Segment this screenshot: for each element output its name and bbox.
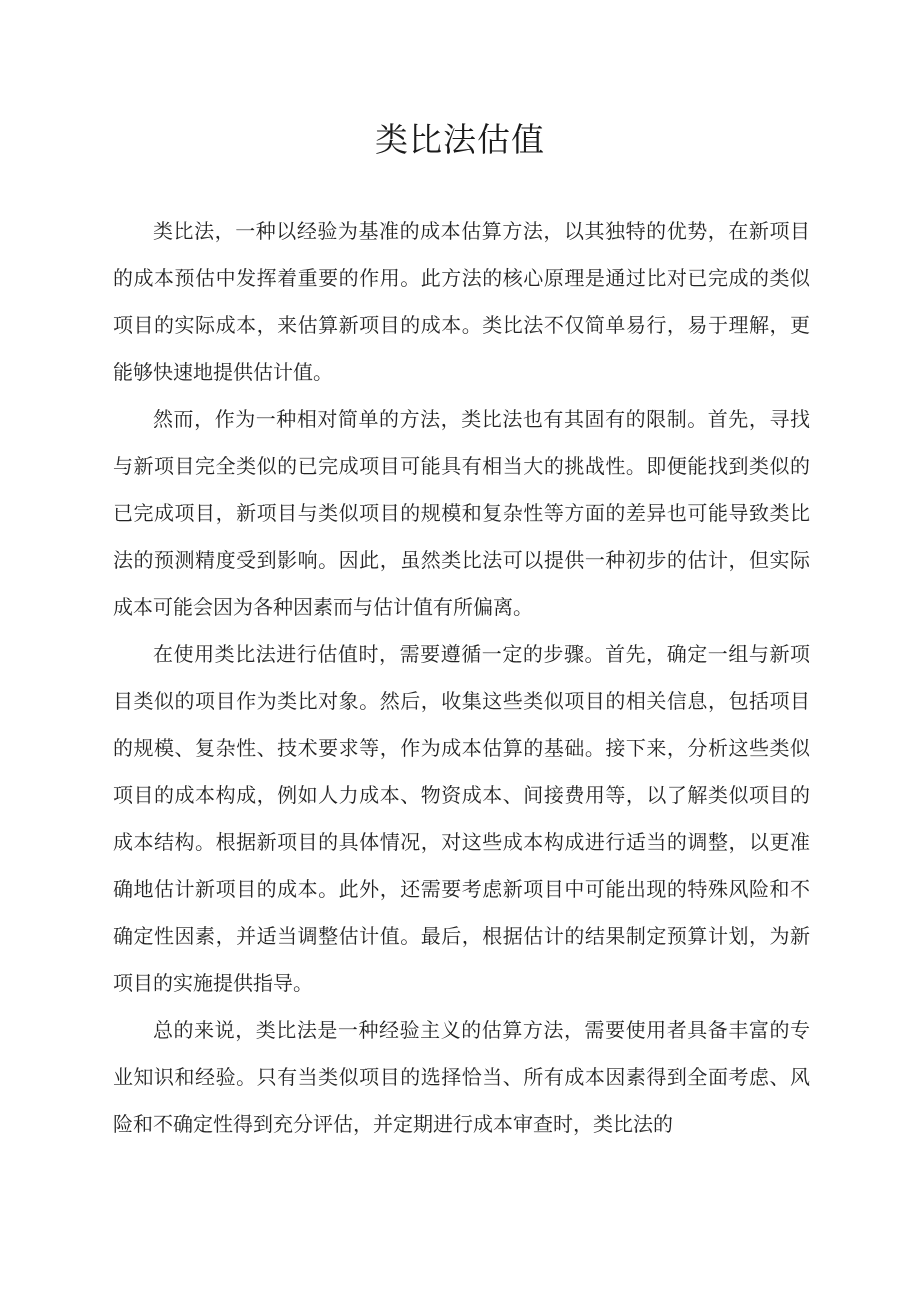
document-title: 类比法估值 [375,120,545,159]
paragraph-3: 在使用类比法进行估值时，需要遵循一定的步骤。首先，确定一组与新项目类似的项目作为类比对象。然后，收集这些类似项目的相关信息，包括项目的规模、复杂性、技术要求等，作为成本估算的基础。接下来，分析这些类似项目的成本构成，例如人力成本、物资成本、间接费用等，以了解类似项目的成本结构。根据新项目的具体情况，对这些成本构成进行适当的调整，以更准确地估计新项目的成本。此外，还需要考虑新项目中可能出现的特殊风险和不确定性因素，并适当调整估计值。最后，根据估计的结果制定预算计划，为新项目的实施提供指导。 [113,642,810,995]
paragraph-1: 类比法，一种以经验为基准的成本估算方法，以其独特的优势，在新项目的成本预估中发挥着重要的作用。此方法的核心原理是通过比对已完成的类似项目的实际成本，来估算新项目的成本。类比法不仅简单易行，易于理解，更能够快速地提供估计值。 [113,219,810,384]
paragraph-4: 总的来说，类比法是一种经验主义的估算方法，需要使用者具备丰富的专业知识和经验。只有当类似项目的选择恰当、所有成本因素得到全面考虑、风险和不确定性得到充分评估，并定期进行成本审查时，类比法的 [113,1018,810,1136]
document-body [113,208,810,1148]
paragraph-2: 然而，作为一种相对简单的方法，类比法也有其固有的限制。首先，寻找与新项目完全类似的已完成项目可能具有相当大的挑战性。即便能找到类似的已完成项目，新项目与类似项目的规模和复杂性等方面的差异也可能导致类比法的预测精度受到影响。因此，虽然类比法可以提供一种初步的估计，但实际成本可能会因为各种因素而与估计值有所偏离。 [113,407,810,619]
